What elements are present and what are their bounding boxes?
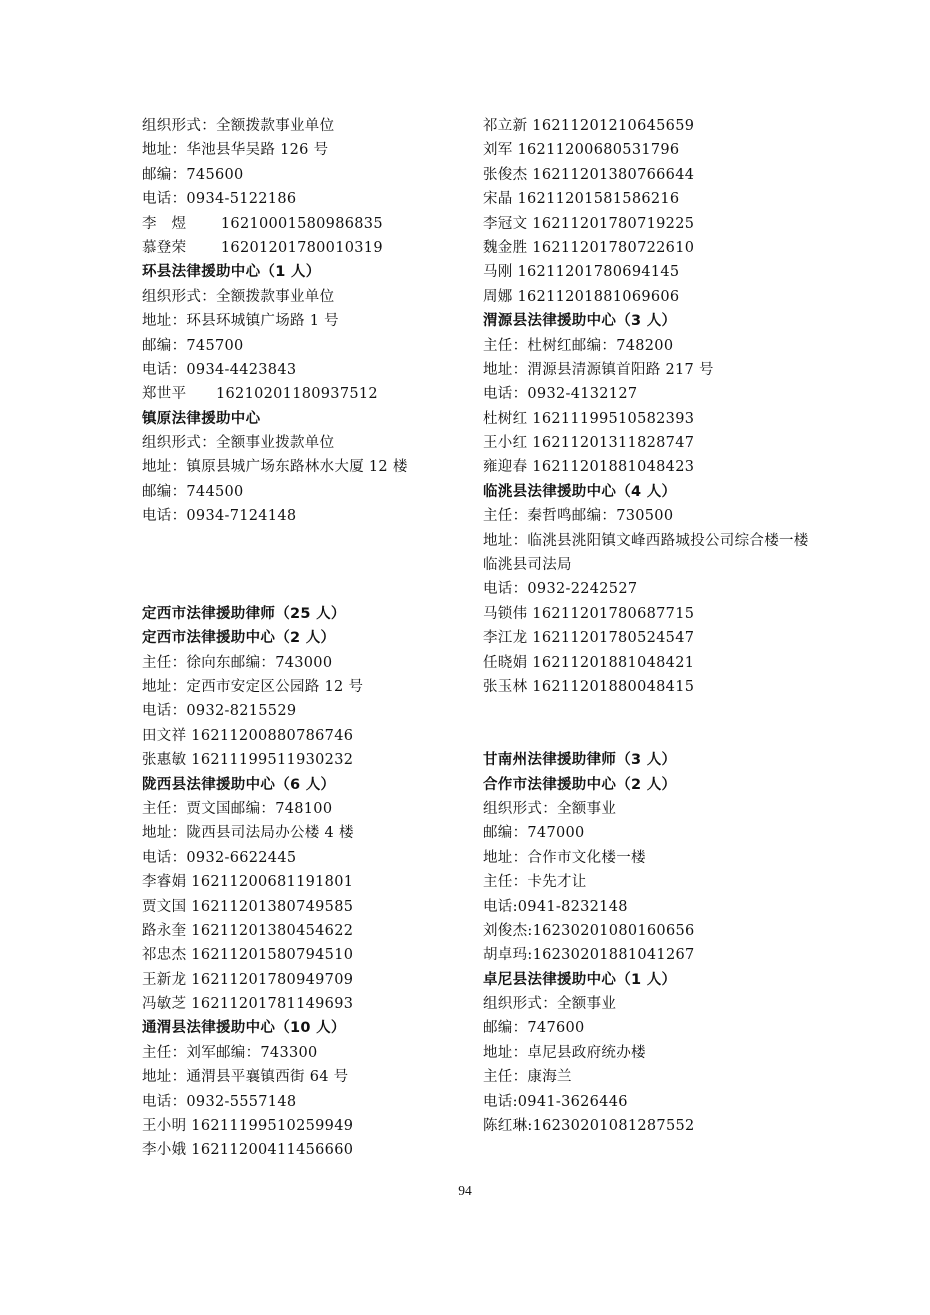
region-heading: 定西市法律援助律师（25 人） bbox=[142, 605, 346, 622]
text-line: 祁忠杰 16211201580794510 bbox=[142, 947, 354, 964]
text-line: 宋晶 16211201581586216 bbox=[483, 191, 680, 208]
spacer bbox=[483, 724, 813, 748]
text-line: 路永奎 16211201380454622 bbox=[142, 922, 354, 939]
text-line: 主任：卡先才让 bbox=[483, 874, 587, 891]
text-line: 组织形式：全额拨款事业单位 bbox=[142, 288, 335, 305]
section-heading: 卓尼县法律援助中心（1 人） bbox=[483, 971, 677, 988]
text-line: 张玉林 16211201880048415 bbox=[483, 679, 695, 696]
text-line: 祁立新 16211201210645659 bbox=[483, 118, 695, 134]
text-line: 组织形式：全额拨款事业单位 bbox=[142, 118, 335, 134]
spacer bbox=[142, 529, 502, 602]
text-line: 胡卓玛:16230201881041267 bbox=[483, 947, 695, 964]
text-line: 杜树红 16211199510582393 bbox=[483, 410, 695, 427]
text-line: 张俊杰 16211201380766644 bbox=[483, 166, 695, 183]
left-column bbox=[142, 114, 502, 1163]
text-line: 李小娥 16211200411456660 bbox=[142, 1142, 354, 1159]
section-heading: 渭源县法律援助中心（3 人） bbox=[483, 313, 677, 330]
section-heading: 镇原法律援助中心 bbox=[142, 410, 261, 427]
text-line: 电话:0941-8232148 bbox=[483, 898, 628, 915]
text-line: 地址：华池县华吴路 126 号 bbox=[142, 142, 329, 159]
text-line: 郑世平 16210201180937512 bbox=[142, 386, 378, 403]
text-line: 主任：刘军邮编：743300 bbox=[142, 1044, 318, 1061]
text-line: 组织形式：全额事业 bbox=[483, 800, 617, 817]
text-line: 地址：卓尼县政府统办楼 bbox=[483, 1044, 646, 1061]
text-line: 李睿娟 16211200681191801 bbox=[142, 874, 354, 891]
spacer bbox=[483, 699, 813, 723]
text-line: 电话：0934-7124148 bbox=[142, 508, 297, 525]
text-line: 地址：临洮县洮阳镇文峰西路城投公司综合楼一楼临洮县司法局 bbox=[483, 532, 809, 574]
text-line: 电话:0941-3626446 bbox=[483, 1093, 628, 1110]
text-line: 电话：0932-4132127 bbox=[483, 386, 638, 403]
text-line: 李冠文 16211201780719225 bbox=[483, 215, 695, 232]
text-line: 王小红 16211201311828747 bbox=[483, 435, 695, 452]
text-line: 刘俊杰:16230201080160656 bbox=[483, 922, 695, 939]
section-heading: 陇西县法律援助中心（6 人） bbox=[142, 776, 336, 793]
text-line: 邮编：745700 bbox=[142, 337, 244, 354]
text-line: 贾文国 16211201380749585 bbox=[142, 898, 354, 915]
text-line: 周娜 16211201881069606 bbox=[483, 288, 680, 305]
text-line: 地址：环县环城镇广场路 1 号 bbox=[142, 313, 339, 330]
text-line: 主任：杜树红邮编：748200 bbox=[483, 337, 674, 354]
text-line: 马刚 16211201780694145 bbox=[483, 264, 680, 281]
right-column bbox=[483, 114, 813, 1138]
text-line: 组织形式：全额事业拨款单位 bbox=[142, 435, 335, 452]
section-heading: 通渭县法律援助中心（10 人） bbox=[142, 1020, 346, 1037]
section-heading: 临洮县法律援助中心（4 人） bbox=[483, 483, 677, 500]
text-line: 电话：0932-8215529 bbox=[142, 703, 297, 720]
page-number: 94 bbox=[458, 1183, 472, 1198]
text-line: 王小明 16211199510259949 bbox=[142, 1118, 354, 1135]
text-line: 刘军 16211200680531796 bbox=[483, 142, 680, 159]
text-line: 地址：陇西县司法局办公楼 4 楼 bbox=[142, 825, 354, 842]
text-line: 雍迎春 16211201881048423 bbox=[483, 459, 695, 476]
text-line: 电话：0932-6622445 bbox=[142, 849, 297, 866]
section-heading: 合作市法律援助中心（2 人） bbox=[483, 776, 677, 793]
text-line: 电话：0934-4423843 bbox=[142, 361, 297, 378]
text-line: 慕登荣 16201201780010319 bbox=[142, 239, 383, 256]
text-line: 地址：渭源县清源镇首阳路 217 号 bbox=[483, 361, 714, 378]
section-heading: 环县法律援助中心（1 人） bbox=[142, 264, 321, 281]
section-heading: 定西市法律援助中心（2 人） bbox=[142, 630, 336, 647]
text-line: 主任：徐向东邮编：743000 bbox=[142, 654, 333, 671]
text-line: 主任：康海兰 bbox=[483, 1069, 572, 1086]
text-line: 电话：0932-2242527 bbox=[483, 581, 638, 598]
text-line: 地址：镇原县城广场东路林水大厦 12 楼 bbox=[142, 459, 408, 476]
text-line: 王新龙 16211201780949709 bbox=[142, 971, 354, 988]
text-line: 地址：合作市文化楼一楼 bbox=[483, 849, 646, 866]
text-line: 冯敏芝 16211201781149693 bbox=[142, 996, 354, 1013]
region-heading: 甘南州法律援助律师（3 人） bbox=[483, 752, 677, 769]
text-line: 邮编：744500 bbox=[142, 483, 244, 500]
text-line: 任晓娟 16211201881048421 bbox=[483, 654, 695, 671]
text-line: 邮编：747000 bbox=[483, 825, 585, 842]
text-line: 邮编：745600 bbox=[142, 166, 244, 183]
text-line: 地址：通渭县平襄镇西街 64 号 bbox=[142, 1069, 349, 1086]
text-line: 电话：0934-5122186 bbox=[142, 191, 297, 208]
text-line: 李江龙 16211201780524547 bbox=[483, 630, 695, 647]
text-line: 邮编：747600 bbox=[483, 1020, 585, 1037]
text-line: 张惠敏 16211199511930232 bbox=[142, 752, 354, 769]
text-line: 地址：定西市安定区公园路 12 号 bbox=[142, 679, 364, 695]
text-line: 马锁伟 16211201780687715 bbox=[483, 605, 695, 622]
text-line: 主任：贾文国邮编：748100 bbox=[142, 800, 333, 817]
text-line: 组织形式：全额事业 bbox=[483, 996, 617, 1013]
text-line: 主任：秦哲鸣邮编：730500 bbox=[483, 508, 674, 525]
text-line: 电话：0932-5557148 bbox=[142, 1093, 297, 1110]
text-line: 陈红琳:16230201081287552 bbox=[483, 1118, 695, 1135]
text-line: 魏金胜 16211201780722610 bbox=[483, 239, 695, 256]
text-line: 李 煜 16210001580986835 bbox=[142, 215, 383, 232]
text-line: 田文祥 16211200880786746 bbox=[142, 727, 354, 744]
